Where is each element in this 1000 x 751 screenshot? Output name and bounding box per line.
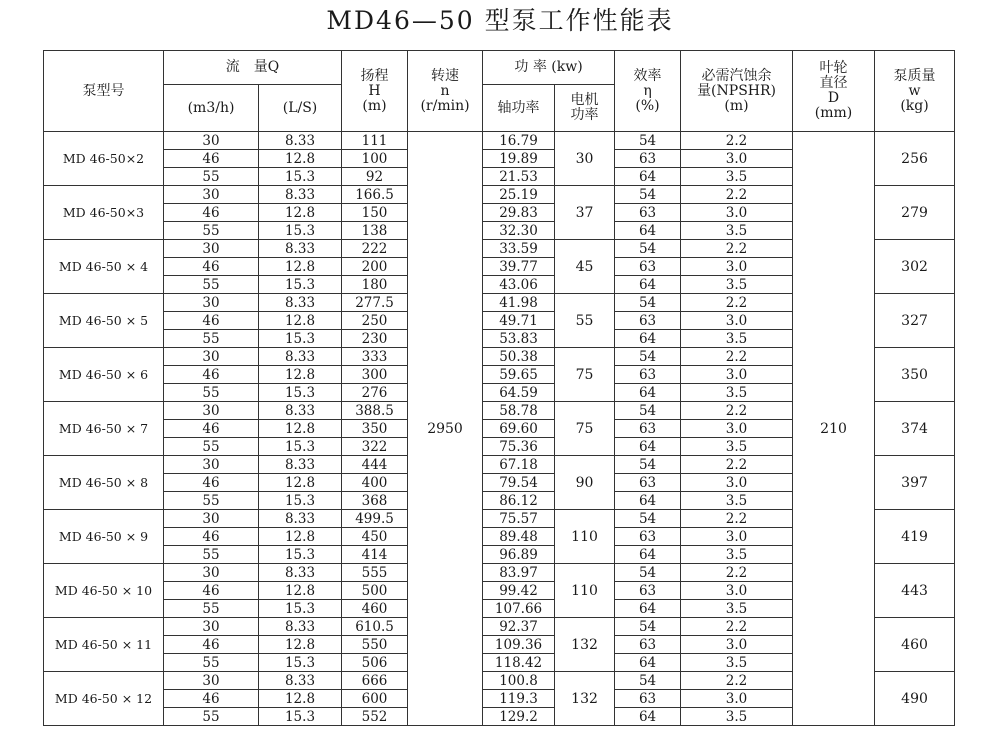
mass-cell: 327 xyxy=(875,294,955,348)
shaft-power-cell: 29.83 xyxy=(483,204,555,222)
header-head: 扬程 H (m) xyxy=(342,51,408,132)
header-flow-m3h: (m3/h) xyxy=(164,85,259,132)
flow-ls-cell: 8.33 xyxy=(259,186,342,204)
flow-m3h-cell: 30 xyxy=(164,240,259,258)
flow-m3h-cell: 55 xyxy=(164,384,259,402)
npshr-cell: 2.2 xyxy=(681,240,793,258)
shaft-power-cell: 100.8 xyxy=(483,672,555,690)
npshr-cell: 3.0 xyxy=(681,474,793,492)
page-title: MD46—50 型泵工作性能表 xyxy=(326,6,674,35)
npshr-cell: 3.0 xyxy=(681,258,793,276)
flow-m3h-cell: 46 xyxy=(164,150,259,168)
flow-ls-cell: 15.3 xyxy=(259,168,342,186)
npshr-cell: 3.0 xyxy=(681,420,793,438)
flow-m3h-cell: 46 xyxy=(164,636,259,654)
model-cell: MD 46-50 × 5 xyxy=(44,294,164,348)
model-cell: MD 46-50 × 4 xyxy=(44,240,164,294)
flow-m3h-cell: 46 xyxy=(164,582,259,600)
table-row xyxy=(44,132,955,150)
npshr-cell: 3.0 xyxy=(681,636,793,654)
efficiency-cell: 54 xyxy=(615,672,681,690)
flow-m3h-cell: 30 xyxy=(164,402,259,420)
efficiency-cell: 54 xyxy=(615,294,681,312)
efficiency-cell: 64 xyxy=(615,600,681,618)
npshr-cell: 3.0 xyxy=(681,528,793,546)
npshr-cell: 2.2 xyxy=(681,294,793,312)
efficiency-cell: 54 xyxy=(615,510,681,528)
efficiency-cell: 63 xyxy=(615,150,681,168)
efficiency-cell: 54 xyxy=(615,456,681,474)
shaft-power-cell: 19.89 xyxy=(483,150,555,168)
npshr-cell: 2.2 xyxy=(681,672,793,690)
head-cell: 322 xyxy=(342,438,408,456)
efficiency-cell: 63 xyxy=(615,528,681,546)
flow-ls-cell: 12.8 xyxy=(259,366,342,384)
efficiency-cell: 54 xyxy=(615,132,681,150)
flow-ls-cell: 8.33 xyxy=(259,618,342,636)
flow-ls-cell: 8.33 xyxy=(259,132,342,150)
efficiency-cell: 64 xyxy=(615,708,681,726)
flow-ls-cell: 15.3 xyxy=(259,600,342,618)
flow-ls-cell: 12.8 xyxy=(259,150,342,168)
flow-ls-cell: 15.3 xyxy=(259,546,342,564)
mass-cell: 302 xyxy=(875,240,955,294)
shaft-power-cell: 79.54 xyxy=(483,474,555,492)
npshr-cell: 3.0 xyxy=(681,582,793,600)
shaft-power-cell: 96.89 xyxy=(483,546,555,564)
flow-m3h-cell: 55 xyxy=(164,708,259,726)
npshr-cell: 2.2 xyxy=(681,402,793,420)
header-power: 功 率 (kw) xyxy=(483,51,615,85)
flow-m3h-cell: 55 xyxy=(164,276,259,294)
motor-power-cell: 45 xyxy=(555,240,615,294)
flow-ls-cell: 8.33 xyxy=(259,240,342,258)
shaft-power-cell: 129.2 xyxy=(483,708,555,726)
flow-m3h-cell: 55 xyxy=(164,654,259,672)
mass-cell: 397 xyxy=(875,456,955,510)
npshr-cell: 3.0 xyxy=(681,690,793,708)
header-model: 泵型号 xyxy=(44,51,164,132)
flow-ls-cell: 8.33 xyxy=(259,294,342,312)
shaft-power-cell: 109.36 xyxy=(483,636,555,654)
efficiency-cell: 54 xyxy=(615,618,681,636)
head-cell: 388.5 xyxy=(342,402,408,420)
shaft-power-cell: 58.78 xyxy=(483,402,555,420)
header-flow-ls: (L/S) xyxy=(259,85,342,132)
npshr-cell: 3.5 xyxy=(681,546,793,564)
motor-power-cell: 75 xyxy=(555,402,615,456)
flow-m3h-cell: 46 xyxy=(164,690,259,708)
efficiency-cell: 63 xyxy=(615,474,681,492)
flow-ls-cell: 12.8 xyxy=(259,204,342,222)
shaft-power-cell: 39.77 xyxy=(483,258,555,276)
flow-m3h-cell: 55 xyxy=(164,330,259,348)
efficiency-cell: 63 xyxy=(615,582,681,600)
shaft-power-cell: 89.48 xyxy=(483,528,555,546)
mass-cell: 443 xyxy=(875,564,955,618)
npshr-cell: 3.5 xyxy=(681,708,793,726)
shaft-power-cell: 53.83 xyxy=(483,330,555,348)
flow-m3h-cell: 30 xyxy=(164,294,259,312)
efficiency-cell: 63 xyxy=(615,420,681,438)
shaft-power-cell: 69.60 xyxy=(483,420,555,438)
head-cell: 138 xyxy=(342,222,408,240)
flow-ls-cell: 8.33 xyxy=(259,348,342,366)
head-cell: 250 xyxy=(342,312,408,330)
head-cell: 222 xyxy=(342,240,408,258)
flow-ls-cell: 15.3 xyxy=(259,492,342,510)
efficiency-cell: 64 xyxy=(615,168,681,186)
motor-power-cell: 55 xyxy=(555,294,615,348)
flow-ls-cell: 15.3 xyxy=(259,330,342,348)
model-cell: MD 46-50 × 8 xyxy=(44,456,164,510)
flow-ls-cell: 8.33 xyxy=(259,510,342,528)
npshr-cell: 3.5 xyxy=(681,654,793,672)
flow-ls-cell: 8.33 xyxy=(259,564,342,582)
mass-cell: 374 xyxy=(875,402,955,456)
flow-m3h-cell: 46 xyxy=(164,366,259,384)
flow-m3h-cell: 46 xyxy=(164,420,259,438)
motor-power-cell: 110 xyxy=(555,510,615,564)
flow-ls-cell: 15.3 xyxy=(259,276,342,294)
efficiency-cell: 63 xyxy=(615,312,681,330)
shaft-power-cell: 33.59 xyxy=(483,240,555,258)
shaft-power-cell: 25.19 xyxy=(483,186,555,204)
shaft-power-cell: 16.79 xyxy=(483,132,555,150)
head-cell: 460 xyxy=(342,600,408,618)
head-cell: 499.5 xyxy=(342,510,408,528)
shaft-power-cell: 21.53 xyxy=(483,168,555,186)
npshr-cell: 2.2 xyxy=(681,348,793,366)
flow-m3h-cell: 30 xyxy=(164,618,259,636)
shaft-power-cell: 118.42 xyxy=(483,654,555,672)
flow-ls-cell: 12.8 xyxy=(259,474,342,492)
head-cell: 414 xyxy=(342,546,408,564)
mass-cell: 460 xyxy=(875,618,955,672)
head-cell: 550 xyxy=(342,636,408,654)
efficiency-cell: 64 xyxy=(615,438,681,456)
head-cell: 166.5 xyxy=(342,186,408,204)
flow-m3h-cell: 30 xyxy=(164,672,259,690)
npshr-cell: 2.2 xyxy=(681,456,793,474)
head-cell: 506 xyxy=(342,654,408,672)
model-cell: MD 46-50 × 9 xyxy=(44,510,164,564)
npshr-cell: 2.2 xyxy=(681,618,793,636)
npshr-cell: 2.2 xyxy=(681,564,793,582)
flow-m3h-cell: 30 xyxy=(164,456,259,474)
shaft-power-cell: 83.97 xyxy=(483,564,555,582)
head-cell: 368 xyxy=(342,492,408,510)
flow-m3h-cell: 55 xyxy=(164,600,259,618)
efficiency-cell: 64 xyxy=(615,546,681,564)
npshr-cell: 3.5 xyxy=(681,600,793,618)
flow-m3h-cell: 30 xyxy=(164,186,259,204)
npshr-cell: 3.0 xyxy=(681,366,793,384)
shaft-power-cell: 92.37 xyxy=(483,618,555,636)
flow-m3h-cell: 46 xyxy=(164,474,259,492)
flow-m3h-cell: 55 xyxy=(164,438,259,456)
head-cell: 200 xyxy=(342,258,408,276)
flow-m3h-cell: 30 xyxy=(164,132,259,150)
head-cell: 400 xyxy=(342,474,408,492)
impeller-cell: 210 xyxy=(793,132,875,726)
flow-m3h-cell: 55 xyxy=(164,492,259,510)
header-impeller: 叶轮 直径 D (mm) xyxy=(793,51,875,132)
efficiency-cell: 63 xyxy=(615,258,681,276)
performance-table xyxy=(43,50,955,726)
head-cell: 300 xyxy=(342,366,408,384)
shaft-power-cell: 86.12 xyxy=(483,492,555,510)
head-cell: 552 xyxy=(342,708,408,726)
head-cell: 610.5 xyxy=(342,618,408,636)
head-cell: 666 xyxy=(342,672,408,690)
efficiency-cell: 63 xyxy=(615,366,681,384)
npshr-cell: 3.5 xyxy=(681,276,793,294)
efficiency-cell: 63 xyxy=(615,204,681,222)
efficiency-cell: 64 xyxy=(615,492,681,510)
efficiency-cell: 54 xyxy=(615,564,681,582)
motor-power-cell: 37 xyxy=(555,186,615,240)
npshr-cell: 3.0 xyxy=(681,150,793,168)
flow-m3h-cell: 46 xyxy=(164,258,259,276)
efficiency-cell: 63 xyxy=(615,690,681,708)
npshr-cell: 2.2 xyxy=(681,510,793,528)
head-cell: 230 xyxy=(342,330,408,348)
flow-ls-cell: 12.8 xyxy=(259,582,342,600)
shaft-power-cell: 41.98 xyxy=(483,294,555,312)
flow-ls-cell: 15.3 xyxy=(259,384,342,402)
head-cell: 92 xyxy=(342,168,408,186)
efficiency-cell: 64 xyxy=(615,330,681,348)
speed-cell: 2950 xyxy=(408,132,483,726)
model-cell: MD 46-50×2 xyxy=(44,132,164,186)
flow-ls-cell: 8.33 xyxy=(259,672,342,690)
flow-ls-cell: 8.33 xyxy=(259,456,342,474)
header-motor-power: 电机 功率 xyxy=(555,85,615,132)
flow-m3h-cell: 55 xyxy=(164,546,259,564)
npshr-cell: 3.5 xyxy=(681,492,793,510)
model-cell: MD 46-50 × 12 xyxy=(44,672,164,726)
model-cell: MD 46-50 × 7 xyxy=(44,402,164,456)
shaft-power-cell: 59.65 xyxy=(483,366,555,384)
table-body xyxy=(44,132,955,726)
npshr-cell: 3.5 xyxy=(681,168,793,186)
shaft-power-cell: 107.66 xyxy=(483,600,555,618)
flow-ls-cell: 12.8 xyxy=(259,690,342,708)
efficiency-cell: 54 xyxy=(615,402,681,420)
motor-power-cell: 75 xyxy=(555,348,615,402)
header-speed: 转速 n (r/min) xyxy=(408,51,483,132)
flow-ls-cell: 15.3 xyxy=(259,438,342,456)
mass-cell: 350 xyxy=(875,348,955,402)
head-cell: 277.5 xyxy=(342,294,408,312)
flow-m3h-cell: 55 xyxy=(164,222,259,240)
npshr-cell: 2.2 xyxy=(681,132,793,150)
flow-m3h-cell: 30 xyxy=(164,564,259,582)
head-cell: 150 xyxy=(342,204,408,222)
shaft-power-cell: 119.3 xyxy=(483,690,555,708)
motor-power-cell: 132 xyxy=(555,618,615,672)
flow-ls-cell: 12.8 xyxy=(259,312,342,330)
mass-cell: 279 xyxy=(875,186,955,240)
efficiency-cell: 54 xyxy=(615,240,681,258)
model-cell: MD 46-50 × 10 xyxy=(44,564,164,618)
flow-ls-cell: 12.8 xyxy=(259,636,342,654)
shaft-power-cell: 49.71 xyxy=(483,312,555,330)
npshr-cell: 3.5 xyxy=(681,384,793,402)
efficiency-cell: 54 xyxy=(615,348,681,366)
mass-cell: 490 xyxy=(875,672,955,726)
flow-ls-cell: 8.33 xyxy=(259,402,342,420)
npshr-cell: 2.2 xyxy=(681,186,793,204)
flow-ls-cell: 15.3 xyxy=(259,222,342,240)
efficiency-cell: 63 xyxy=(615,636,681,654)
header-flow: 流 量Q xyxy=(164,51,342,85)
flow-m3h-cell: 30 xyxy=(164,510,259,528)
flow-m3h-cell: 30 xyxy=(164,348,259,366)
npshr-cell: 3.5 xyxy=(681,438,793,456)
model-cell: MD 46-50 × 6 xyxy=(44,348,164,402)
shaft-power-cell: 64.59 xyxy=(483,384,555,402)
head-cell: 276 xyxy=(342,384,408,402)
head-cell: 100 xyxy=(342,150,408,168)
shaft-power-cell: 75.57 xyxy=(483,510,555,528)
header-npshr: 必需汽蚀余 量(NPSHR) (m) xyxy=(681,51,793,132)
head-cell: 450 xyxy=(342,528,408,546)
motor-power-cell: 90 xyxy=(555,456,615,510)
model-cell: MD 46-50 × 11 xyxy=(44,618,164,672)
efficiency-cell: 64 xyxy=(615,384,681,402)
head-cell: 444 xyxy=(342,456,408,474)
head-cell: 555 xyxy=(342,564,408,582)
head-cell: 333 xyxy=(342,348,408,366)
shaft-power-cell: 75.36 xyxy=(483,438,555,456)
efficiency-cell: 64 xyxy=(615,276,681,294)
head-cell: 500 xyxy=(342,582,408,600)
header-shaft-power: 轴功率 xyxy=(483,85,555,132)
efficiency-cell: 64 xyxy=(615,222,681,240)
head-cell: 350 xyxy=(342,420,408,438)
flow-ls-cell: 12.8 xyxy=(259,258,342,276)
shaft-power-cell: 50.38 xyxy=(483,348,555,366)
efficiency-cell: 64 xyxy=(615,654,681,672)
flow-ls-cell: 12.8 xyxy=(259,528,342,546)
shaft-power-cell: 32.30 xyxy=(483,222,555,240)
mass-cell: 256 xyxy=(875,132,955,186)
efficiency-cell: 54 xyxy=(615,186,681,204)
motor-power-cell: 30 xyxy=(555,132,615,186)
flow-m3h-cell: 46 xyxy=(164,312,259,330)
npshr-cell: 3.5 xyxy=(681,222,793,240)
head-cell: 600 xyxy=(342,690,408,708)
flow-ls-cell: 12.8 xyxy=(259,420,342,438)
npshr-cell: 3.0 xyxy=(681,204,793,222)
shaft-power-cell: 99.42 xyxy=(483,582,555,600)
flow-ls-cell: 15.3 xyxy=(259,708,342,726)
flow-ls-cell: 15.3 xyxy=(259,654,342,672)
mass-cell: 419 xyxy=(875,510,955,564)
shaft-power-cell: 43.06 xyxy=(483,276,555,294)
head-cell: 111 xyxy=(342,132,408,150)
model-cell: MD 46-50×3 xyxy=(44,186,164,240)
flow-m3h-cell: 55 xyxy=(164,168,259,186)
header-efficiency: 效率 η (%) xyxy=(615,51,681,132)
npshr-cell: 3.5 xyxy=(681,330,793,348)
flow-m3h-cell: 46 xyxy=(164,204,259,222)
header-mass: 泵质量 w (kg) xyxy=(875,51,955,132)
motor-power-cell: 110 xyxy=(555,564,615,618)
shaft-power-cell: 67.18 xyxy=(483,456,555,474)
motor-power-cell: 132 xyxy=(555,672,615,726)
flow-m3h-cell: 46 xyxy=(164,528,259,546)
head-cell: 180 xyxy=(342,276,408,294)
npshr-cell: 3.0 xyxy=(681,312,793,330)
